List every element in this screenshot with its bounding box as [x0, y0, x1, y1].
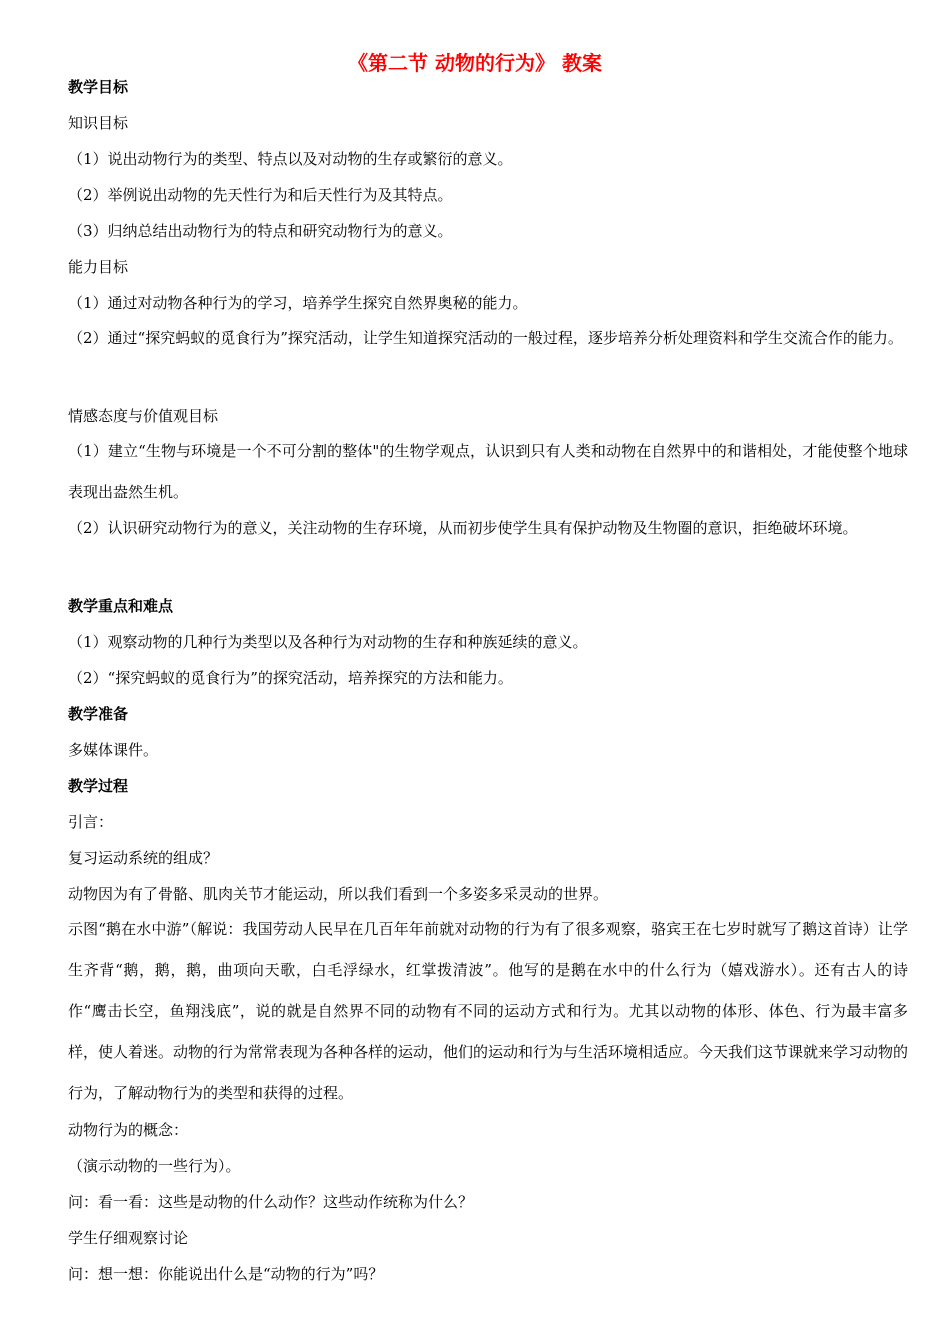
goals-heading: 教学目标 [68, 78, 129, 96]
process-paragraph: 示图“鹅在水中游”（解说：我国劳动人民早在几百年年前就对动物的行为有了很多观察，骆宾王在七岁时就写了鹅这首诗）让学生齐背“鹅，鹅，鹅，曲项向天歌，白毛浮绿水，红掌拨清波”。他写的是鹅在水中的什么行为（嬉戏游水）。还有古人的诗作“鹰击长空，鱼翔浅底”，说的就是自然界不同的动物有不同的运动方式和行为。尤其以动物的体形、体色、行为最丰富多样，使人着迷。动物的行为常常表现为各种各样的运动，他们的运动和行为与生活环境相适应。今天我们这节课就来学习动物的行为，了解动物行为的类型和获得的过程。 [68, 920, 909, 1102]
knowledge-item: （1）说出动物行为的类型、特点以及对动物的生存或繁衍的意义。 [68, 150, 513, 168]
key-heading: 教学重点和难点 [68, 597, 174, 615]
prep-text: 多媒体课件。 [68, 741, 159, 759]
process-line: 问：看一看：这些是动物的什么动作？这些动作统称为什么？ [68, 1193, 474, 1211]
emotion-item: （2）认识研究动物行为的意义，关注动物的生存环境，从而初步使学生具有保护动物及生物圈的意识，拒绝破坏环境。 [68, 519, 858, 537]
process-line: 学生仔细观察讨论 [68, 1229, 189, 1247]
knowledge-item: （3）归纳总结出动物行为的特点和研究动物行为的意义。 [68, 222, 453, 240]
ability-item: （1）通过对动物各种行为的学习，培养学生探究自然界奥秘的能力。 [68, 294, 528, 312]
ability-item: （2）通过“探究蚂蚁的觅食行为”探究活动，让学生知道探究活动的一般过程，逐步培养分析处理资料和学生交流合作的能力。 [68, 329, 903, 347]
process-heading: 教学过程 [68, 777, 129, 795]
process-line: 动物行为的概念： [68, 1121, 189, 1139]
prep-heading: 教学准备 [68, 705, 129, 723]
process-line: （演示动物的一些行为）。 [68, 1157, 241, 1175]
knowledge-heading: 知识目标 [68, 114, 129, 132]
document-title: 《第二节 动物的行为》 教案 [348, 51, 602, 75]
process-line: 动物因为有了骨骼、肌肉关节才能运动，所以我们看到一个多姿多采灵动的世界。 [68, 885, 609, 903]
key-item: （1）观察动物的几种行为类型以及各种行为对动物的生存和种族延续的意义。 [68, 633, 588, 651]
key-item: （2）“探究蚂蚁的觅食行为”的探究活动，培养探究的方法和能力。 [68, 669, 513, 687]
emotion-heading: 情感态度与价值观目标 [68, 407, 219, 425]
ability-heading: 能力目标 [68, 258, 129, 276]
process-line: 引言： [68, 813, 114, 831]
process-line: 复习运动系统的组成？ [68, 849, 219, 867]
process-line: 问：想一想：你能说出什么是“动物的行为”吗？ [68, 1265, 384, 1283]
knowledge-item: （2）举例说出动物的先天性行为和后天性行为及其特点。 [68, 186, 453, 204]
emotion-item: （1）建立“生物与环境是一个不可分割的整体"的生物学观点，认识到只有人类和动物在自然界中的和谐相处，才能使整个地球表现出盎然生机。 [68, 442, 908, 501]
